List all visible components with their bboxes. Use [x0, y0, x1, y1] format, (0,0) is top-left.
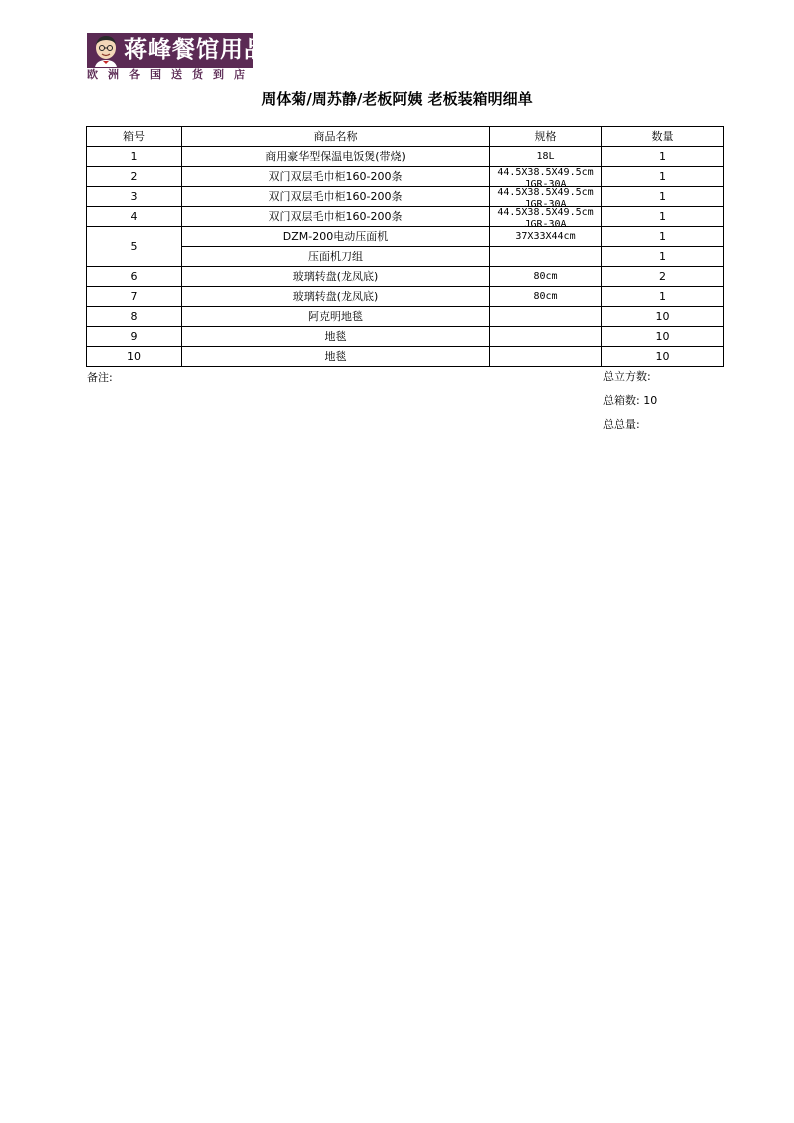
cell-spec	[490, 307, 602, 327]
total-boxes-value: 10	[643, 394, 658, 407]
cell-quantity: 1	[602, 147, 724, 167]
spec-model: JGR-30A	[524, 178, 567, 190]
chef-mascot-icon	[89, 33, 123, 67]
header-box-number: 箱号	[87, 127, 182, 147]
cell-product-name: 玻璃转盘(龙凤底)	[182, 287, 490, 307]
cell-quantity: 1	[602, 187, 724, 207]
company-logo	[87, 33, 268, 81]
header-product-name: 商品名称	[182, 127, 490, 147]
cell-box-number: 9	[87, 327, 182, 347]
header-quantity: 数量	[602, 127, 724, 147]
table-row	[87, 327, 724, 347]
cell-product-name: DZM-200电动压面机	[182, 227, 490, 247]
cell-product-name: 双门双层毛巾柜160-200条	[182, 167, 490, 187]
spec-model: JGR-30A	[524, 198, 567, 210]
cell-quantity: 1	[602, 227, 724, 247]
cell-spec	[490, 186, 602, 210]
cell-box-number: 8	[87, 307, 182, 327]
cell-quantity: 2	[602, 267, 724, 287]
logo-brand-text: 蒋峰餐馆用品	[124, 37, 268, 63]
cell-spec	[490, 347, 602, 367]
cell-spec	[490, 166, 602, 190]
totals-block	[603, 370, 657, 442]
packing-list-table	[86, 126, 724, 367]
cell-box-number: 2	[87, 167, 182, 187]
table-row	[87, 147, 724, 167]
cell-quantity: 1	[602, 167, 724, 187]
cell-box-number: 6	[87, 267, 182, 287]
cell-box-number: 3	[87, 187, 182, 207]
cell-product-name: 阿克明地毯	[182, 307, 490, 327]
table-row	[87, 347, 724, 367]
cell-product-name: 玻璃转盘(龙凤底)	[182, 267, 490, 287]
cell-quantity: 1	[602, 207, 724, 227]
table-header-row	[87, 127, 724, 147]
table-row	[87, 307, 724, 327]
spec-dimensions: 44.5X38.5X49.5cm	[497, 166, 594, 178]
table-row	[87, 187, 724, 207]
spec-dimensions: 44.5X38.5X49.5cm	[497, 186, 594, 198]
cell-spec: 80cm	[490, 287, 602, 307]
document-title: 周体菊/周苏静/老板阿姨 老板装箱明细单	[261, 90, 533, 108]
cell-product-name: 双门双层毛巾柜160-200条	[182, 207, 490, 227]
header-spec: 规格	[490, 127, 602, 147]
cell-spec: 18L	[490, 147, 602, 167]
remark-label: 备注:	[87, 371, 113, 384]
table-row	[87, 267, 724, 287]
cell-quantity: 10	[602, 307, 724, 327]
cell-box-number: 4	[87, 207, 182, 227]
cell-spec	[490, 206, 602, 230]
total-weight	[603, 418, 657, 442]
cell-product-name: 双门双层毛巾柜160-200条	[182, 187, 490, 207]
cell-spec	[490, 247, 602, 267]
spec-model: JGR-30A	[524, 218, 567, 230]
total-volume-label: 总立方数:	[603, 370, 651, 383]
logo-slogan: 欧洲各国送货到店	[87, 68, 255, 81]
table-row	[87, 207, 724, 227]
total-boxes	[603, 394, 657, 418]
cell-quantity: 1	[602, 287, 724, 307]
cell-box-number: 5	[87, 227, 182, 267]
cell-spec: 37X33X44cm	[490, 227, 602, 247]
logo-banner	[87, 33, 268, 68]
cell-product-name: 地毯	[182, 327, 490, 347]
cell-box-number: 1	[87, 147, 182, 167]
cell-spec: 80cm	[490, 267, 602, 287]
table-row	[87, 167, 724, 187]
total-volume	[603, 370, 657, 394]
cell-quantity: 10	[602, 327, 724, 347]
table-row	[87, 247, 724, 267]
cell-quantity: 10	[602, 347, 724, 367]
cell-box-number: 7	[87, 287, 182, 307]
spec-dimensions: 44.5X38.5X49.5cm	[497, 206, 594, 218]
total-weight-label: 总总量:	[603, 418, 640, 431]
total-boxes-label: 总箱数:	[603, 394, 640, 407]
cell-box-number: 10	[87, 347, 182, 367]
cell-product-name: 地毯	[182, 347, 490, 367]
table-row	[87, 287, 724, 307]
cell-product-name: 压面机刀组	[182, 247, 490, 267]
cell-quantity: 1	[602, 247, 724, 267]
cell-product-name: 商用豪华型保温电饭煲(带烧)	[182, 147, 490, 167]
table-row	[87, 227, 724, 247]
cell-spec	[490, 327, 602, 347]
